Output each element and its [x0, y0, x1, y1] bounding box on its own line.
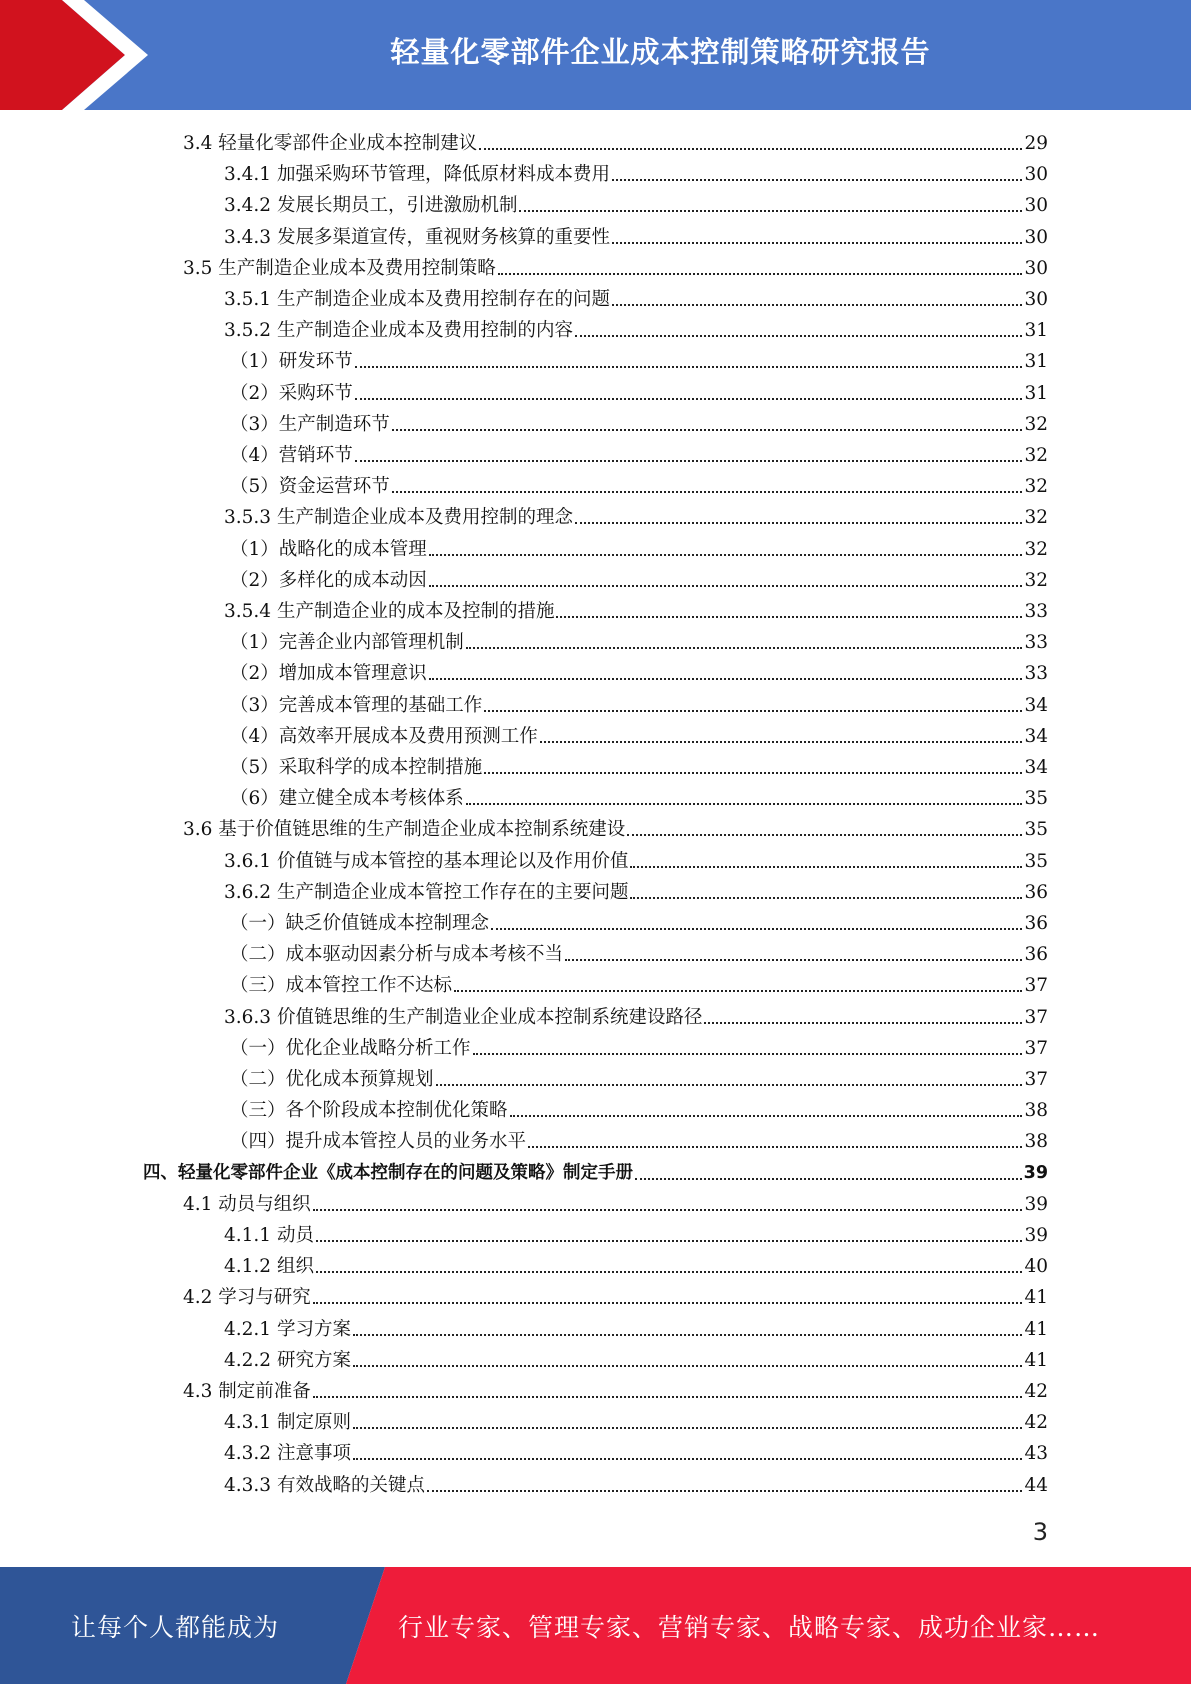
toc-entry-page: 42: [1024, 1381, 1048, 1402]
toc-dot-leader: [565, 939, 1022, 961]
toc-dot-leader: [612, 222, 1022, 244]
toc-dot-leader: [466, 783, 1023, 805]
toc-entry-label: （6）建立健全成本考核体系: [230, 788, 464, 810]
footer-slogan-left: 让每个人都能成为: [70, 1612, 279, 1642]
toc-entry[interactable]: [230, 1033, 1048, 1064]
toc-entry[interactable]: [224, 315, 1048, 346]
toc-entry-label: 四、轻量化零部件企业《成本控制存在的问题及策略》制定手册: [143, 1162, 633, 1183]
toc-dot-leader: [466, 627, 1023, 649]
toc-entry-page: 29: [1024, 133, 1048, 154]
toc-dot-leader: [313, 1282, 1023, 1304]
toc-dot-leader: [454, 970, 1022, 992]
toc-entry-page: 38: [1024, 1100, 1048, 1122]
toc-entry-page: 43: [1024, 1443, 1048, 1465]
toc-dot-leader: [612, 159, 1022, 181]
toc-entry-page: 35: [1024, 850, 1048, 872]
toc-entry-label: 3.4.2 发展长期员工，引进激励机制: [224, 195, 518, 217]
toc-entry-label: 3.4.1 加强采购环节管理，降低原材料成本费用: [224, 164, 610, 186]
toc-entry-label: 4.3.2 注意事项: [224, 1443, 351, 1465]
toc-entry-page: 32: [1024, 538, 1048, 560]
toc-entry-label: （4）高效率开展成本及费用预测工作: [230, 725, 538, 747]
toc-entry-label: 4.3.1 制定原则: [224, 1412, 351, 1434]
toc-entry-label: （3）生产制造环节: [230, 413, 390, 435]
toc-entry[interactable]: [224, 502, 1048, 533]
toc-entry-label: （3）完善成本管理的基础工作: [230, 694, 483, 716]
toc-entry-label: 3.5.3 生产制造企业成本及费用控制的理念: [224, 507, 573, 529]
toc-entry-label: （2）采购环节: [230, 382, 353, 404]
toc-dot-leader: [316, 1251, 1023, 1273]
toc-dot-leader: [484, 752, 1022, 774]
toc-entry-page: 32: [1024, 569, 1048, 591]
toc-dot-leader: [316, 1220, 1023, 1242]
toc-entry-label: （1）完善企业内部管理机制: [230, 632, 464, 654]
toc-dot-leader: [313, 1189, 1023, 1211]
toc-entry-page: 38: [1024, 1131, 1048, 1153]
toc-entry[interactable]: [183, 253, 1048, 284]
toc-entry-page: 33: [1024, 601, 1048, 622]
toc-dot-leader: [353, 1438, 1023, 1460]
toc-dot-leader: [575, 315, 1022, 337]
toc-dot-leader: [519, 190, 1022, 212]
toc-entry[interactable]: [224, 1407, 1048, 1438]
toc-dot-leader: [630, 846, 1022, 868]
toc-entry-page: 32: [1024, 445, 1048, 466]
toc-entry[interactable]: [230, 378, 1048, 409]
toc-entry-label: 4.2.1 学习方案: [224, 1318, 351, 1340]
toc-dot-leader: [355, 440, 1023, 462]
toc-entry-label: （5）采取科学的成本控制措施: [230, 757, 483, 778]
toc-dot-leader: [627, 814, 1022, 836]
toc-entry-page: 30: [1024, 226, 1048, 248]
toc-entry[interactable]: [183, 128, 1048, 159]
toc-entry-label: 4.2 学习与研究: [183, 1287, 311, 1309]
toc-entry[interactable]: [224, 1220, 1048, 1251]
toc-entry-label: 3.6.3 价值链思维的生产制造业企业成本控制系统建设路径: [224, 1006, 703, 1028]
toc-entry[interactable]: [224, 159, 1048, 190]
toc-entry[interactable]: [224, 1470, 1048, 1501]
toc-entry-page: 32: [1024, 476, 1048, 498]
toc-dot-leader: [575, 502, 1022, 524]
toc-entry-page: 31: [1024, 351, 1048, 373]
toc-entry-label: 4.1 动员与组织: [183, 1193, 311, 1215]
toc-dot-leader: [704, 1002, 1022, 1024]
toc-entry-page: 30: [1024, 289, 1048, 310]
toc-dot-leader: [429, 534, 1023, 556]
toc-entry-label: 3.6.1 价值链与成本管控的基本理论以及作用价值: [224, 850, 629, 872]
toc-entry-page: 40: [1024, 1256, 1048, 1278]
toc-entry-label: （2）多样化的成本动因: [230, 569, 427, 591]
page-header: [0, 0, 1191, 110]
toc-dot-leader: [355, 378, 1023, 400]
toc-entry-page: 41: [1024, 1349, 1048, 1371]
toc-dot-leader: [635, 1158, 1022, 1180]
toc-entry-page: 37: [1024, 1069, 1048, 1090]
toc-entry[interactable]: [224, 1438, 1048, 1469]
toc-dot-leader: [436, 1064, 1023, 1086]
toc-entry-label: （二）优化成本预算规划: [230, 1069, 434, 1090]
toc-entry[interactable]: [230, 752, 1048, 783]
toc-dot-leader: [630, 877, 1022, 899]
toc-entry-page: 34: [1024, 757, 1048, 778]
toc-entry-label: 3.5.4 生产制造企业的成本及控制的措施: [224, 601, 555, 622]
toc-entry-page: 37: [1024, 1037, 1048, 1059]
toc-entry[interactable]: [230, 534, 1048, 565]
toc-entry-label: （三）成本管控工作不达标: [230, 975, 453, 997]
toc-entry-page: 33: [1024, 663, 1048, 685]
report-title: 轻量化零部件企业成本控制策略研究报告: [390, 34, 931, 69]
toc-entry-label: 4.3.3 有效战略的关键点: [224, 1474, 425, 1496]
toc-entry-label: 3.6 基于价值链思维的生产制造企业成本控制系统建设: [183, 819, 626, 841]
toc-dot-leader: [556, 596, 1022, 618]
toc-entry[interactable]: [224, 1345, 1048, 1376]
toc-entry[interactable]: [230, 1064, 1048, 1095]
toc-entry-page: 37: [1024, 975, 1048, 997]
toc-entry-page: 32: [1024, 507, 1048, 529]
toc-dot-leader: [540, 721, 1023, 743]
toc-dot-leader: [484, 690, 1022, 712]
toc-entry-label: 4.3 制定前准备: [183, 1381, 311, 1402]
toc-entry-label: 3.5.1 生产制造企业成本及费用控制存在的问题: [224, 289, 610, 310]
toc-entry-label: （一）优化企业战略分析工作: [230, 1037, 471, 1059]
toc-entry[interactable]: [230, 409, 1048, 440]
toc-entry[interactable]: [224, 1314, 1048, 1345]
toc-dot-leader: [353, 1407, 1023, 1429]
toc-entry-page: 33: [1024, 632, 1048, 654]
toc-entry-label: （1）战略化的成本管理: [230, 538, 427, 560]
toc-entry-page: 44: [1024, 1474, 1048, 1496]
toc-entry-page: 34: [1024, 694, 1048, 716]
toc-entry-page: 36: [1024, 944, 1048, 966]
toc-entry[interactable]: [224, 1002, 1048, 1033]
toc-entry-page: 31: [1024, 320, 1048, 342]
toc-entry-label: （四）提升成本管控人员的业务水平: [230, 1131, 527, 1153]
toc-entry[interactable]: [183, 1282, 1048, 1313]
toc-entry-page: 39: [1024, 1225, 1048, 1246]
toc-entry-label: 3.4.3 发展多渠道宣传，重视财务核算的重要性: [224, 226, 610, 248]
toc-dot-leader: [612, 284, 1022, 306]
toc-entry-label: 4.1.2 组织: [224, 1256, 314, 1278]
toc-entry[interactable]: [230, 440, 1048, 471]
toc-entry-label: （1）研发环节: [230, 351, 353, 373]
toc-entry-page: 39: [1023, 1162, 1048, 1183]
toc-entry-page: 42: [1024, 1412, 1048, 1434]
toc-entry[interactable]: [224, 596, 1048, 627]
toc-entry[interactable]: [224, 284, 1048, 315]
toc-entry-label: （二）成本驱动因素分析与成本考核不当: [230, 944, 564, 966]
toc-entry-page: 35: [1024, 788, 1048, 810]
toc-dot-leader: [498, 253, 1023, 275]
toc-entry-page: 30: [1024, 257, 1048, 279]
toc-entry-page: 35: [1024, 819, 1048, 841]
toc-entry[interactable]: [230, 721, 1048, 752]
toc-entry-page: 30: [1024, 164, 1048, 186]
toc-entry[interactable]: [183, 1189, 1048, 1220]
toc-entry[interactable]: [143, 1158, 1048, 1189]
toc-dot-leader: [429, 658, 1023, 680]
toc-entry[interactable]: [230, 658, 1048, 689]
toc-entry-page: 32: [1024, 413, 1048, 435]
toc-entry-label: 3.5.2 生产制造企业成本及费用控制的内容: [224, 320, 573, 342]
toc-entry-page: 36: [1024, 881, 1048, 903]
toc-entry-label: 3.4 轻量化零部件企业成本控制建议: [183, 133, 478, 154]
toc-entry-page: 30: [1024, 195, 1048, 217]
toc-entry-label: （三）各个阶段成本控制优化策略: [230, 1100, 508, 1122]
toc-entry[interactable]: [224, 1251, 1048, 1282]
toc-entry-page: 37: [1024, 1006, 1048, 1028]
toc-dot-leader: [313, 1376, 1023, 1398]
toc-dot-leader: [473, 1033, 1023, 1055]
toc-entry[interactable]: [230, 565, 1048, 596]
toc-entry-page: 34: [1024, 725, 1048, 747]
toc-dot-leader: [528, 1126, 1022, 1148]
toc-entry[interactable]: [224, 222, 1048, 253]
toc-dot-leader: [479, 128, 1022, 150]
toc-entry-page: 31: [1024, 382, 1048, 404]
toc-entry[interactable]: [230, 471, 1048, 502]
toc-entry[interactable]: [230, 939, 1048, 970]
toc-dot-leader: [510, 1095, 1023, 1117]
toc-dot-leader: [392, 409, 1023, 431]
toc-entry-label: 4.1.1 动员: [224, 1225, 314, 1246]
toc-entry-page: 41: [1024, 1318, 1048, 1340]
toc-entry[interactable]: [224, 877, 1048, 908]
toc-dot-leader: [392, 471, 1023, 493]
toc-entry-label: （一）缺乏价值链成本控制理念: [230, 913, 490, 934]
page-footer: [0, 1567, 1191, 1684]
toc-entry-label: （4）营销环节: [230, 445, 353, 466]
toc-entry[interactable]: [230, 1126, 1048, 1157]
toc-entry[interactable]: [230, 783, 1048, 814]
toc-dot-leader: [353, 1345, 1023, 1367]
toc-dot-leader: [427, 1470, 1022, 1492]
toc-entry-label: 3.5 生产制造企业成本及费用控制策略: [183, 257, 496, 279]
toc-entry[interactable]: [230, 346, 1048, 377]
toc-entry[interactable]: [230, 1095, 1048, 1126]
toc-entry-page: 39: [1024, 1193, 1048, 1215]
toc-dot-leader: [355, 346, 1023, 368]
toc-entry-label: （2）增加成本管理意识: [230, 663, 427, 685]
toc-entry[interactable]: [230, 970, 1048, 1001]
toc-entry-page: 36: [1024, 913, 1048, 934]
page-number: 3: [1032, 1518, 1048, 1546]
toc-entry[interactable]: [183, 1376, 1048, 1407]
toc-entry-page: 41: [1024, 1287, 1048, 1309]
toc-entry[interactable]: [230, 627, 1048, 658]
toc-entry[interactable]: [230, 908, 1048, 939]
toc-entry[interactable]: [183, 814, 1048, 845]
toc-entry[interactable]: [224, 846, 1048, 877]
toc-entry[interactable]: [224, 190, 1048, 221]
toc-dot-leader: [353, 1314, 1023, 1336]
toc-entry[interactable]: [230, 690, 1048, 721]
toc-entry-label: （5）资金运营环节: [230, 476, 390, 498]
toc-entry-label: 3.6.2 生产制造企业成本管控工作存在的主要问题: [224, 881, 629, 903]
toc-entry-label: 4.2.2 研究方案: [224, 1349, 351, 1371]
toc-dot-leader: [491, 908, 1022, 930]
footer-slogan-right: 行业专家、管理专家、营销专家、战略专家、成功企业家……: [398, 1612, 1101, 1642]
toc-dot-leader: [429, 565, 1023, 587]
